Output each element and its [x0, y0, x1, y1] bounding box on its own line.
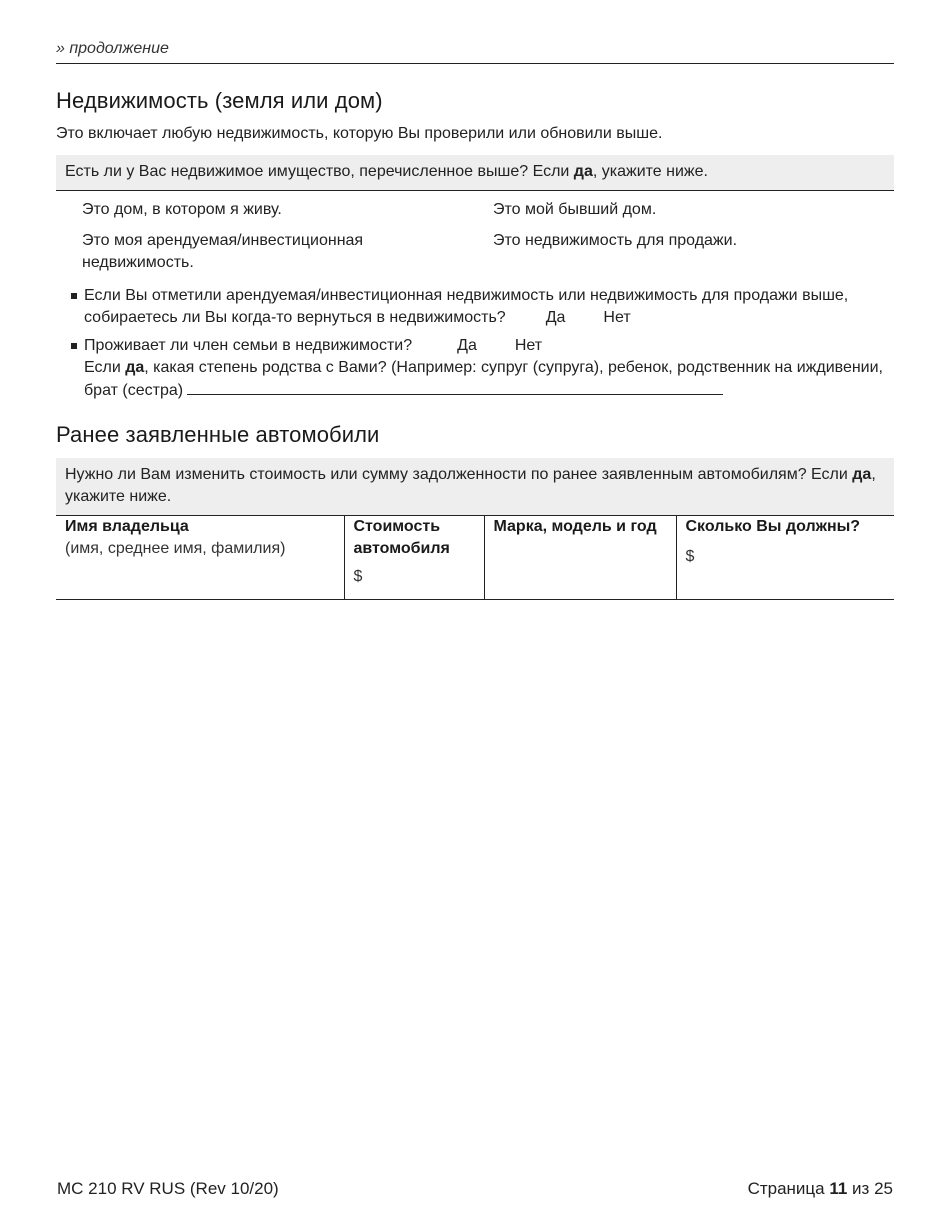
bullet-return-text: Если Вы отметили арендуемая/инвестиционная недвижимость или недвижимость для продажи выше, собираетесь ли Вы когда-то вернуться в недвижимость?: [84, 287, 849, 326]
bullet-family-question: [84, 335, 894, 402]
family-question-text: Проживает ли член семьи в недвижимости?: [84, 337, 413, 354]
option-for-sale[interactable]: Это недвижимость для продажи.: [493, 232, 738, 249]
col-value-header: Стоимость автомобиля: [353, 518, 450, 557]
relation-text: Если: [84, 359, 126, 376]
vehicles-question-bold: да: [852, 466, 872, 483]
no-option[interactable]: Нет: [514, 337, 543, 354]
col-owed-header: Сколько Вы должны?: [685, 518, 861, 535]
col-vehicle-value[interactable]: [344, 515, 484, 599]
bullet-return-question: [84, 285, 894, 329]
relation-input-line[interactable]: [187, 379, 723, 395]
col-make-model-year[interactable]: [484, 515, 676, 599]
section-title-vehicles: Ранее заявленные автомобили: [56, 422, 380, 447]
no-option[interactable]: Нет: [603, 309, 631, 326]
question-text: Есть ли у Вас недвижимое имущество, перечисленное выше? Если: [65, 163, 574, 180]
page-current: 11: [829, 1179, 848, 1198]
real-estate-question: [56, 155, 894, 191]
col-owner-header: Имя владельца: [65, 518, 189, 535]
col-amount-owed[interactable]: [676, 515, 894, 599]
col-owner-name[interactable]: [56, 515, 344, 599]
option-primary-home[interactable]: Это дом, в котором я живу.: [82, 201, 282, 218]
page-total: 25: [874, 1179, 893, 1198]
yes-option[interactable]: Да: [457, 337, 477, 354]
col-value-dollar: $: [353, 568, 363, 585]
col-make-header: Марка, модель и год: [493, 518, 657, 535]
vehicles-question-text-end: , укажите ниже.: [65, 466, 876, 505]
question-bold: да: [573, 163, 593, 180]
section-title-real-estate: Недвижимость (земля или дом): [56, 88, 383, 113]
col-owner-sub: (имя, среднее имя, фамилия): [65, 540, 286, 557]
page-number: [748, 1179, 893, 1199]
continuation-header: » продолжение: [56, 40, 894, 64]
option-former-home[interactable]: Это мой бывший дом.: [493, 201, 657, 218]
question-text-end: , укажите ниже.: [592, 163, 708, 180]
vehicles-table: [56, 515, 894, 600]
relation-text-end: , какая степень родства с Вами? (Например: супруг (супруга), ребенок, родственник на иждивении, брат (сестра): [84, 359, 883, 399]
vehicles-question: [56, 458, 894, 516]
page-of: из: [847, 1179, 875, 1198]
real-estate-intro: Это включает любую недвижимость, которую Вы проверили или обновили выше.: [56, 125, 663, 142]
page-label: Страница: [747, 1179, 830, 1198]
option-rental-property[interactable]: Это моя арендуемая/инвестиционная недвижимость.: [82, 232, 364, 271]
yes-option[interactable]: Да: [545, 309, 566, 326]
col-owed-dollar: $: [685, 548, 695, 565]
vehicles-question-text: Нужно ли Вам изменить стоимость или сумму задолженности по ранее заявленным автомобилям? Если: [65, 466, 853, 483]
form-id: MC 210 RV RUS (Rev 10/20): [57, 1179, 279, 1198]
relation-bold: да: [125, 359, 145, 376]
